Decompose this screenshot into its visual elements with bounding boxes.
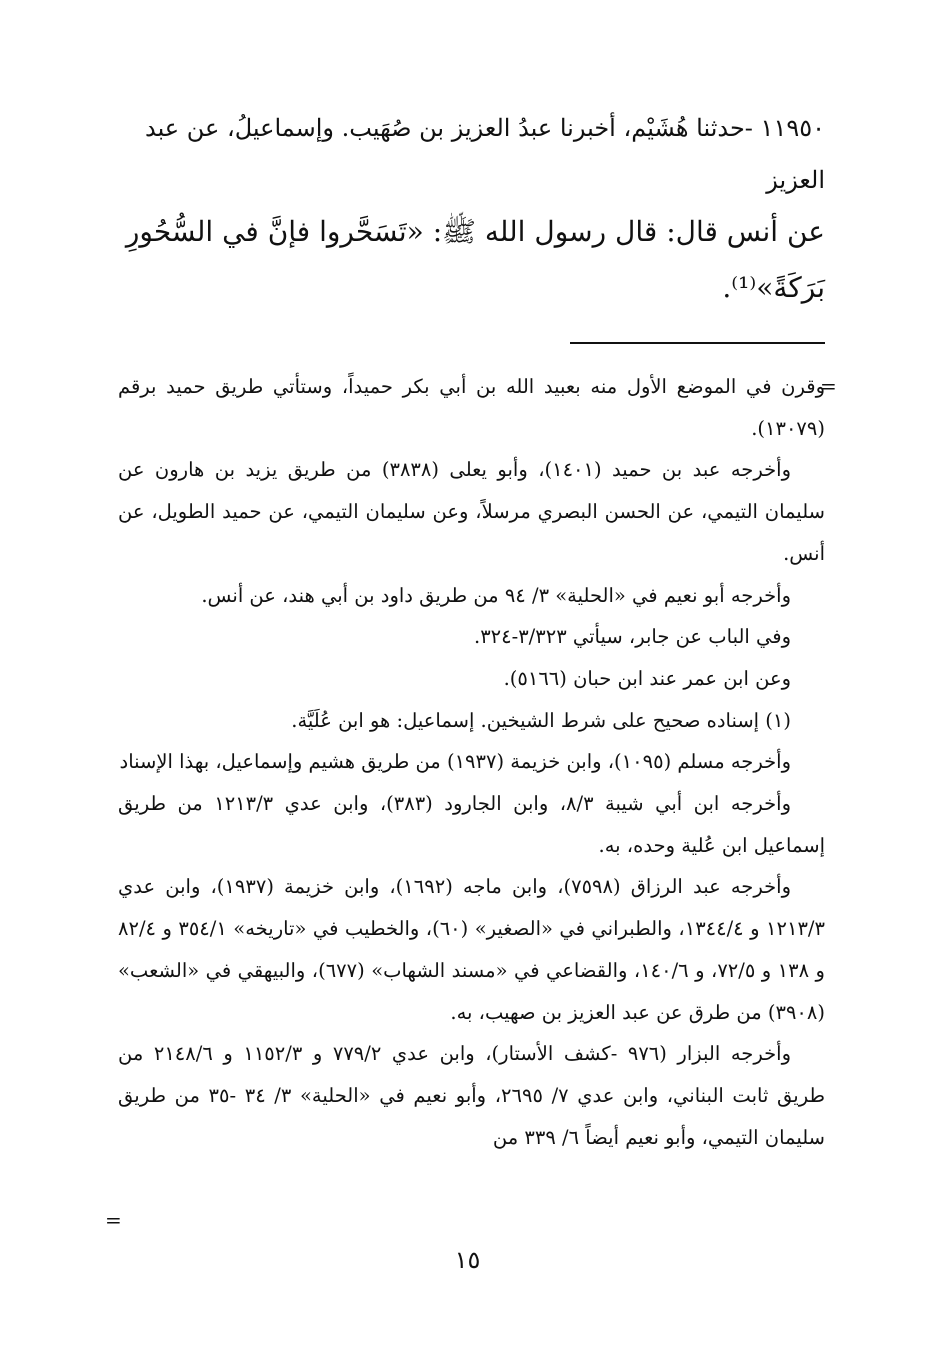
footnote-paragraph: وقرن في الموضع الأول منه بعبيد الله بن أبي بكر حميداً، وستأتي طريق حميد برقم (١٣٠٧٩).	[118, 375, 825, 440]
footnote-paragraph: وأخرجه عبد الرزاق (٧٥٩٨)، وابن ماجه (١٦٩٢)، وابن خزيمة (١٩٣٧)، وابن عدي ١٢١٣/٣ و ١٣٤٤/٤، والطبراني في «الصغير» (٦٠)، والخطيب في «تاريخه» ٣٥٤/١ و ٨٢/٤ و ١٣٨ و ٧٢/٥، و ١٤٠/٦، والقضاعي في «مسند الشهاب» (٦٧٧)، والبيهقي في «الشعب» (٣٩٠٨) من طرق عن عبد العزيز بن صهيب، به.	[118, 875, 825, 1024]
footnote-continuation-mark: =	[820, 374, 837, 398]
footnotes	[118, 366, 825, 1158]
page-number: ١٥	[454, 1246, 481, 1274]
footnote-paragraph: (١) إسناده صحيح على شرط الشيخين. إسماعيل: هو ابن عُلَيَّة.	[291, 708, 791, 732]
footnote-paragraph: وأخرجه عبد بن حميد (١٤٠١)، وأبو يعلى (٣٨٣٨) من طريق يزيد بن هارون عن سليمان التيمي، عن الحسن البصري مرسلاً، وعن سليمان التيمي، عن حميد الطويل، عن أنس.	[118, 458, 825, 565]
footnote-paragraph: وأخرجه مسلم (١٠٩٥)، وابن خزيمة (١٩٣٧) من طريق هشيم وإسماعيل، بهذا الإسناد	[119, 750, 791, 774]
footnote-paragraph: وفي الباب عن جابر، سيأتي ٣/٣٢٣-٣٢٤.	[473, 625, 791, 649]
footnote-paragraph: وأخرجه البزار (٩٧٦ -كشف الأستار)، وابن عدي ٧٧٩/٢ و ١١٥٢/٣ و ٢١٤٨/٦ من طريق ثابت البناني، وابن عدي ٧/ ٢٦٩٥، وأبو نعيم في «الحلية» ٣/ ٣٤ -٣٥ من طريق سليمان التيمي، وأبو نعيم أيضاً ٦/ ٣٣٩ من	[118, 1042, 825, 1149]
footnote-end-mark: =	[105, 1208, 122, 1232]
hadith-isnad: ١١٩٥٠ -حدثنا هُشَيْم، أخبرنا عبدُ العزيز بن صُهَيب. وإسماعيلُ، عن عبد العزيز	[144, 114, 825, 194]
footnote-separator	[570, 342, 825, 344]
footnote-paragraph: وأخرجه أبو نعيم في «الحلية» ٣/ ٩٤ من طريق داود بن أبي هند، عن أنس.	[201, 583, 791, 607]
footnote-paragraph: وعن ابن عمر عند ابن حبان (٥١٦٦).	[503, 666, 791, 690]
hadith-matn: عن أنس قال: قال رسول الله ﷺ: «تَسَحَّروا فإنَّ في السُّحُورِ بَرَكَةً»⁽¹⁾.	[125, 215, 825, 304]
footnote-paragraph: وأخرجه ابن أبي شيبة ٨/٣، وابن الجارود (٣٨٣)، وابن عدي ١٢١٣/٣ من طريق إسماعيل ابن عُلية وحده، به.	[118, 792, 825, 857]
